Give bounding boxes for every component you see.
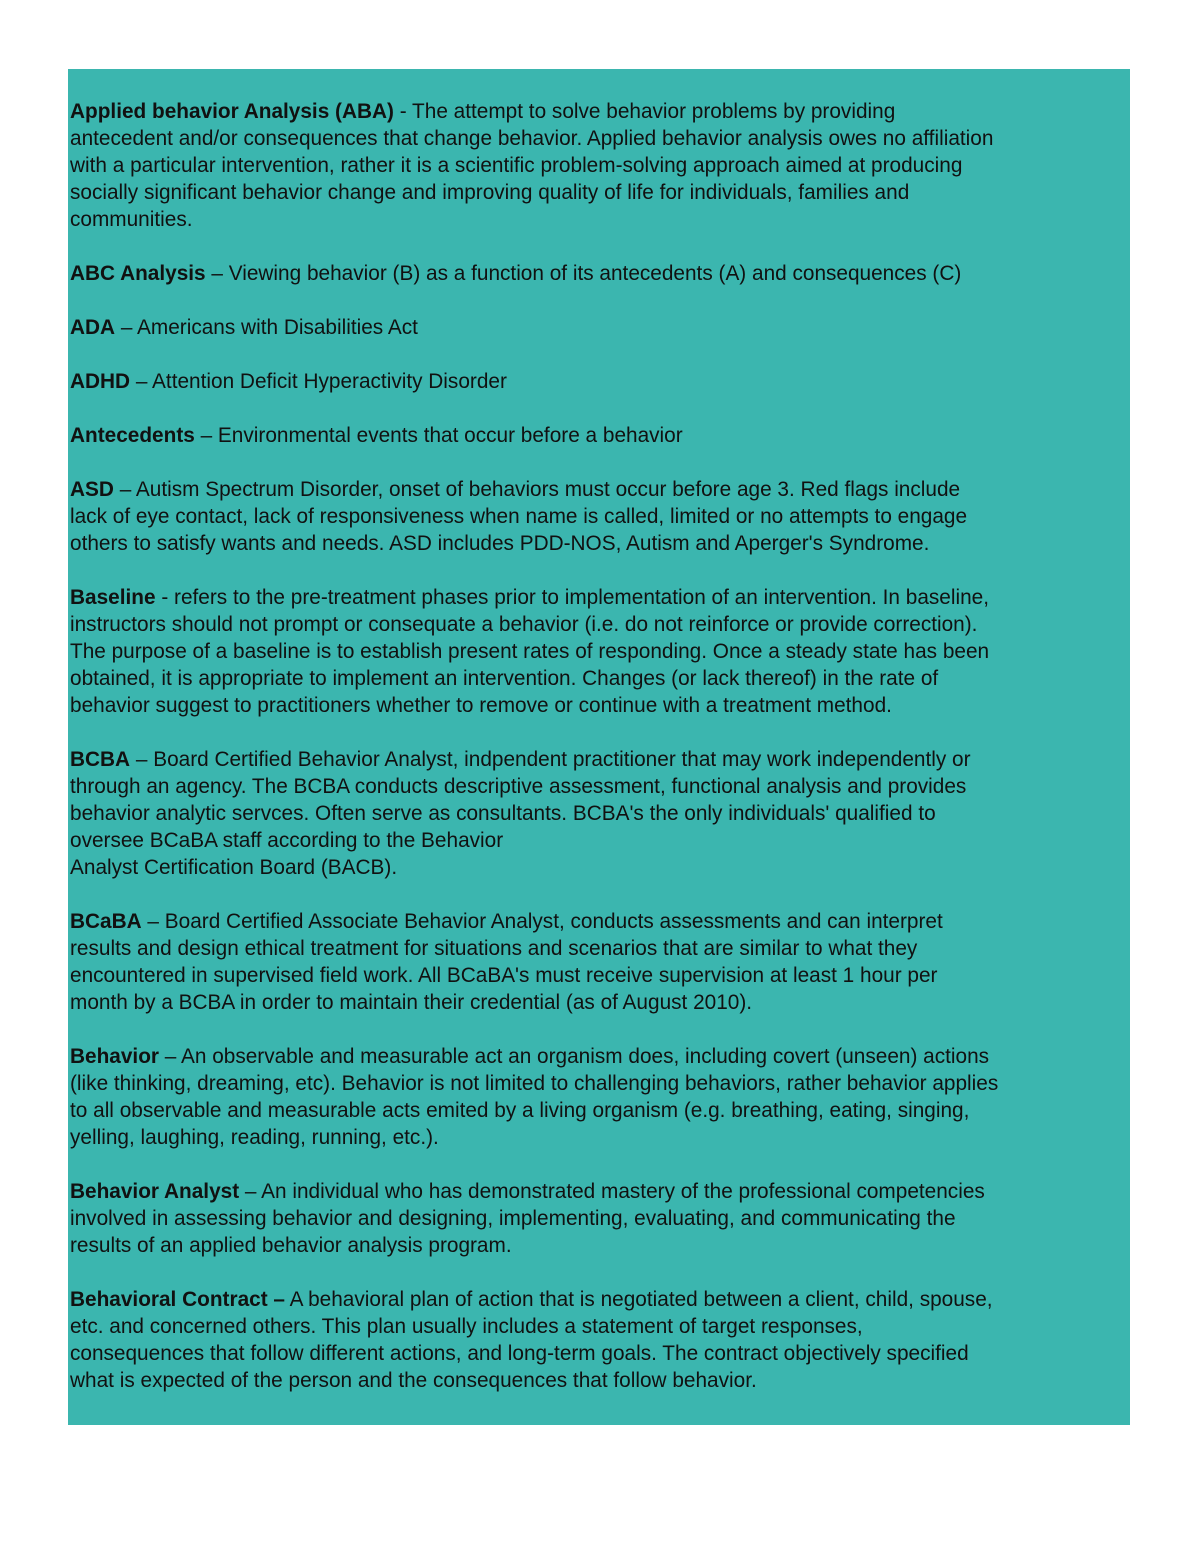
definition-text: – Attention Deficit Hyperactivity Disorder (130, 370, 507, 393)
entry-line (70, 1286, 1130, 1313)
entry-line (70, 422, 1130, 449)
entry-line (70, 665, 1130, 692)
entry-line (70, 692, 1130, 719)
entry-line (70, 152, 1130, 179)
definition-text: yelling, laughing, reading, running, etc.). (70, 1126, 439, 1149)
definition-text: - refers to the pre-treatment phases prior to implementation of an intervention. In baseline, (155, 586, 990, 609)
definition-text: - The attempt to solve behavior problems by providing (393, 100, 896, 123)
entry-line (70, 125, 1130, 152)
definition-text: others to satisfy wants and needs. ASD includes PDD-NOS, Autism and Aperger's Syndrome. (70, 532, 930, 555)
glossary-term: Applied behavior Analysis (ABA) (70, 100, 394, 123)
definition-text: etc. and concerned others. This plan usually includes a statement of target responses, (70, 1315, 863, 1338)
glossary-term: BCaBA (70, 910, 142, 933)
definition-text: – Board Certified Behavior Analyst, indpendent practitioner that may work independently or (130, 748, 971, 771)
definition-text: – Viewing behavior (B) as a function of its antecedents (A) and consequences (C) (205, 262, 962, 285)
entry-line (70, 1205, 1130, 1232)
entry-line (70, 800, 1130, 827)
entry-line (70, 1367, 1130, 1394)
definition-text: The purpose of a baseline is to establish present rates of responding. Once a steady state has been (70, 640, 990, 663)
glossary-term: ASD (70, 478, 114, 501)
entry-line (70, 773, 1130, 800)
definition-text: obtained, it is appropriate to implement an intervention. Changes (or lack thereof) in the rate of (70, 667, 939, 690)
entry-line (70, 746, 1130, 773)
glossary-entry (70, 1286, 1130, 1394)
entry-line (70, 1097, 1130, 1124)
entry-line (70, 260, 1130, 287)
glossary-entry (70, 422, 1130, 449)
definition-text: behavior suggest to practitioners whether to remove or continue with a treatment method. (70, 694, 892, 717)
glossary-term: ADA (70, 316, 116, 339)
entry-line (70, 1070, 1130, 1097)
definition-text: month by a BCBA in order to maintain their credential (as of August 2010). (70, 991, 753, 1014)
definition-text: behavior analytic servces. Often serve as consultants. BCBA's the only individuals' qualified to (70, 802, 936, 825)
entry-line (70, 368, 1130, 395)
definition-text: – Americans with Disabilities Act (115, 316, 418, 339)
glossary-term: BCBA (70, 748, 131, 771)
definition-text: results of an applied behavior analysis program. (70, 1234, 512, 1257)
definition-text: – An observable and measurable act an organism does, including covert (unseen) actions (159, 1045, 990, 1068)
glossary-term: ADHD (70, 370, 131, 393)
definition-text: results and design ethical treatment for situations and scenarios that are similar to what they (70, 937, 918, 960)
definition-text: – Autism Spectrum Disorder, onset of behaviors must occur before age 3. Red flags include (113, 478, 961, 501)
entry-line (70, 908, 1130, 935)
entry-line (70, 1178, 1130, 1205)
glossary-entry (70, 908, 1130, 1016)
definition-text: consequences that follow different actions, and long-term goals. The contract objectively specified (70, 1342, 969, 1365)
definition-text: involved in assessing behavior and designing, implementing, evaluating, and communicating the (70, 1207, 956, 1230)
entry-line (70, 1043, 1130, 1070)
glossary-term: Behavioral Contract – (70, 1288, 285, 1311)
definition-text: – Board Certified Associate Behavior Analyst, conducts assessments and can interpret (141, 910, 943, 933)
definition-text: (like thinking, dreaming, etc). Behavior is not limited to challenging behaviors, rather behavior applies (70, 1072, 999, 1095)
entry-line (70, 1313, 1130, 1340)
definition-text: what is expected of the person and the consequences that follow behavior. (70, 1369, 757, 1392)
glossary-term: Antecedents (70, 424, 195, 447)
glossary-entry (70, 1043, 1130, 1151)
glossary-entry (70, 368, 1130, 395)
glossary-term: Baseline (70, 586, 156, 609)
entry-line (70, 503, 1130, 530)
entry-line (70, 1124, 1130, 1151)
definition-text: instructors should not prompt or consequate a behavior (i.e. do not reinforce or provide correction). (70, 613, 978, 636)
glossary-entry (70, 98, 1130, 233)
definition-text: – An individual who has demonstrated mastery of the professional competencies (239, 1180, 985, 1203)
entry-line (70, 476, 1130, 503)
glossary-entry (70, 476, 1130, 557)
entry-line (70, 962, 1130, 989)
glossary-entry (70, 584, 1130, 719)
definition-text: – Environmental events that occur before a behavior (194, 424, 683, 447)
glossary-entry (70, 260, 1130, 287)
glossary-entry (70, 746, 1130, 881)
entry-line (70, 206, 1130, 233)
definition-text: oversee BCaBA staff according to the Behavior (70, 829, 504, 852)
entry-line (70, 827, 1130, 854)
glossary-entry (70, 314, 1130, 341)
entry-line (70, 989, 1130, 1016)
definition-text: communities. (70, 208, 193, 231)
definition-text: encountered in supervised field work. All BCaBA's must receive supervision at least 1 hour per (70, 964, 938, 987)
entry-line (70, 584, 1130, 611)
glossary-term: Behavior (70, 1045, 159, 1068)
definition-text: socially significant behavior change and improving quality of life for individuals, families and (70, 181, 910, 204)
entry-line (70, 314, 1130, 341)
entry-line (70, 854, 1130, 881)
definition-text: through an agency. The BCBA conducts descriptive assessment, functional analysis and provides (70, 775, 967, 798)
definition-text: antecedent and/or consequences that change behavior. Applied behavior analysis owes no affiliation (70, 127, 994, 150)
entry-line (70, 638, 1130, 665)
definition-text: Analyst Certification Board (BACB). (70, 856, 398, 879)
glossary-term: Behavior Analyst (70, 1180, 240, 1203)
entry-line (70, 98, 1130, 125)
entry-line (70, 530, 1130, 557)
glossary-entry (70, 1178, 1130, 1259)
entry-line (70, 611, 1130, 638)
definition-text: to all observable and measurable acts emited by a living organism (e.g. breathing, eating, singing, (70, 1099, 970, 1122)
entry-line (70, 179, 1130, 206)
definition-text: lack of eye contact, lack of responsiveness when name is called, limited or no attempts to engage (70, 505, 968, 528)
definition-text: with a particular intervention, rather it is a scientific problem-solving approach aimed at producing (70, 154, 963, 177)
entry-line (70, 935, 1130, 962)
glossary-panel (68, 69, 1130, 1425)
entry-line (70, 1232, 1130, 1259)
entry-line (70, 1340, 1130, 1367)
definition-text: A behavioral plan of action that is negotiated between a client, child, spouse, (284, 1288, 993, 1311)
glossary-term: ABC Analysis (70, 262, 206, 285)
